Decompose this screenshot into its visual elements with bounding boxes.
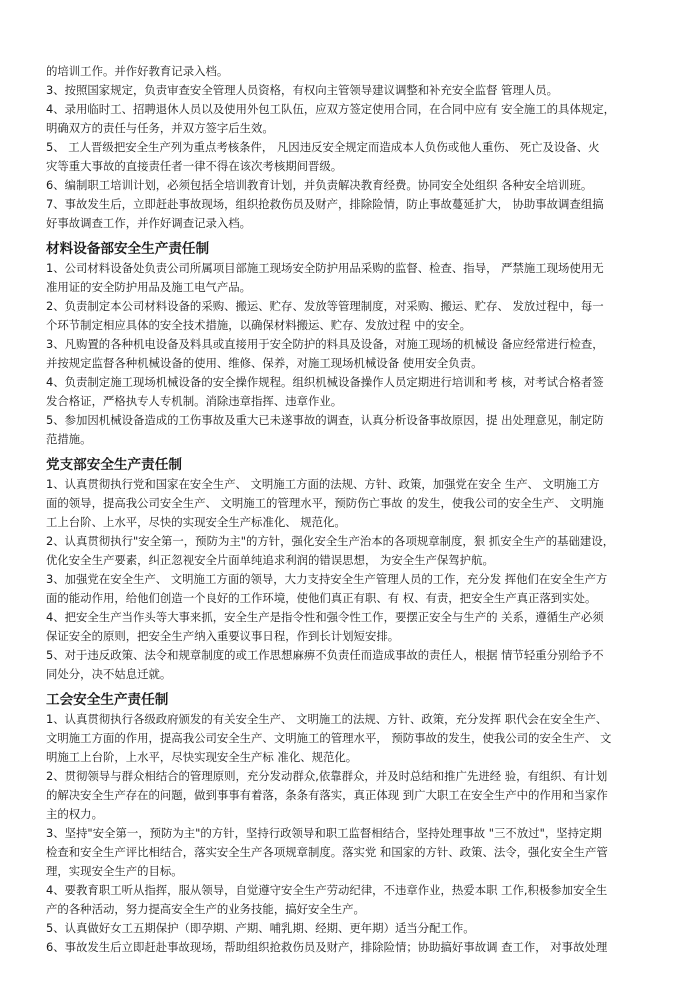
section-heading: 工会安全生产责任制 xyxy=(46,692,169,708)
text-line: 面的能动作用，给他们创造一个良好的工作环境，使他们真正有职、有 权、有责，把安全生产真正落到实处。 xyxy=(46,591,597,605)
text-line: 灾等重大事故的直接责任者一律不得在该次考核期间晋级。 xyxy=(46,159,343,173)
section-heading: 材料设备部安全生产责任制 xyxy=(46,241,210,257)
text-line: 5、参加因机械设备造成的工伤事故及重大已未遂事故的调查，认真分析设备事故原因，提 出处理意见，制定防 xyxy=(46,413,604,427)
text-line: 6、事故发生后立即赶赴事故现场，帮助组织抢救伤员及财产，排除险情；协助搞好事故调 查工作， 对事故处理 xyxy=(46,940,608,954)
text-line: 并按规定监督各种机械设备的使用、维修、保养，对施工现场机械设备 使用安全负责。 xyxy=(46,356,483,370)
text-line: 6、编制职工培训计划，必须包括全培训教育计划，并负责解决教育经费。协同安全处组织 各种安全培训班。 xyxy=(46,178,593,192)
text-line: 3、加强党在安全生产、 文明施工方面的领导，大力支持安全生产管理人员的工作，充分发 挥他们在安全生产方 xyxy=(46,572,608,586)
text-line: 主的权力。 xyxy=(46,807,103,821)
text-line: 检查和安全生产评比相结合，落实安全生产各项规章制度。落实党 和国家的方针、政策、法令，强化安全生产管 xyxy=(46,845,608,859)
section-heading: 党支部安全生产责任制 xyxy=(46,457,182,473)
text-line: 明确双方的责任与任务，并双方签字后生效。 xyxy=(46,121,274,135)
text-line: 好事故调查工作，并作好调查记录入档。 xyxy=(46,216,252,230)
text-line: 准用证的安全防护用品及施工电气产品。 xyxy=(46,280,252,294)
text-line: 3、坚持"安全第一，预防为主"的方针，坚持行政领导和职工监督相结合，坚持处理事故 "三不放过"，坚持定期 xyxy=(46,826,602,840)
text-line: 文明施工方面的作用，提高我公司安全生产、文明施工的管理水平， 预防事故的发生，使我公司的安全生产、 文 xyxy=(46,731,612,745)
text-line: 工上台阶、上水平，尽快的实现安全生产标准化、 规范化。 xyxy=(46,515,346,529)
text-line: 理，实现安全生产的目标。 xyxy=(46,864,183,878)
text-line: 面的领导，提高我公司安全生产、 文明施工的管理水平，预防伤亡事故 的发生，使我公司的安全生产、 文明施 xyxy=(46,496,604,510)
text-line: 明施工上台阶，上水平，尽快实现安全生产标 准化、规范化。 xyxy=(46,750,358,764)
text-line: 优化安全生产要素，纠正忽视安全片面单纯追求利润的错误思想， 为安全生产保驾护航。 xyxy=(46,553,494,567)
text-line: 4、要教育职工听从指挥，服从领导，自觉遵守安全生产劳动纪律，不违章作业，热爱本职 工作,积极参加安全生 xyxy=(46,883,608,897)
text-line: 4、把安全生产当作头等大事来抓，安全生产是指令性和强令性工作，要摆正安全与生产的 关系，遵循生产必须 xyxy=(46,610,604,624)
text-line: 发合格证，严格执专人专机制。消除违章指挥、违章作业。 xyxy=(46,394,343,408)
text-line: 3、凡购置的各种机电设备及料具或直接用于安全防护的料具及设备，对施工现场的机械设 备应经常进行检查， xyxy=(46,337,604,351)
text-line: 保证安全的原则，把安全生产纳入重要议事日程，作到长计划短安排。 xyxy=(46,629,400,643)
text-line: 的培训工作。并作好教育记录入档。 xyxy=(46,64,229,78)
text-line: 3、按照国家规定，负责审查安全管理人员资格，有权向主管领导建议调整和补充安全监督 管理人员。 xyxy=(46,83,559,97)
text-line: 同处分，决不姑息迁就。 xyxy=(46,667,172,681)
text-line: 产的各种活动，努力提高安全生产的业务技能，搞好安全生产。 xyxy=(46,902,365,916)
text-line: 4、负责制定施工现场机械设备的安全操作规程。组织机械设备操作人员定期进行培训和考 核，对考试合格者签 xyxy=(46,375,604,389)
text-line: 1、认真贯彻执行党和国家在安全生产、 文明施工方面的法规、方针、政策，加强党在安全 生产、 文明施工方 xyxy=(46,477,600,491)
text-line: 5、 工人晋级把安全生产列为重点考核条件， 凡因违反安全规定而造成本人负伤或他人重伤、 死亡及设备、火 xyxy=(46,140,600,154)
text-line: 5、认真做好女工五期保护（即孕期、产期、哺乳期、经期、更年期）适当分配工作。 xyxy=(46,921,475,935)
text-line: 个环节制定相应具体的安全技术措施，以确保材料搬运、贮存、发放过程 中的安全。 xyxy=(46,318,472,332)
text-line: 2、贯彻领导与群众相结合的管理原则，充分发动群众,依靠群众，并及时总结和推广先进经 验，有组织、有计划 xyxy=(46,769,608,783)
text-line: 1、认真贯彻执行各级政府颁发的有关安全生产、 文明施工的法规、方针、政策，充分发挥 职代会在安全生产、 xyxy=(46,712,608,726)
text-line: 2、负责制定本公司材料设备的采购、搬运、贮存、发放等管理制度，对采购、搬运、贮存、 发放过程中，每一 xyxy=(46,299,604,313)
text-line: 4、录用临时工、招聘退休人员以及使用外包工队伍，应双方签定使用合同，在合同中应有 安全施工的具体规定， xyxy=(46,102,616,116)
text-line: 5、对于违反政策、法令和规章制度的或工作思想麻痹不负责任而造成事故的责任人，根据 情节轻重分别给予不 xyxy=(46,648,604,662)
text-line: 的解决安全生产存在的问题，做到事事有着落，条条有落实，真正体现 到广大职工在安全生产中的作用和当家作 xyxy=(46,788,608,802)
text-line: 7、事故发生后，立即赶赴事故现场，组织抢救伤员及财产，排除险情，防止事故蔓延扩大， 协助事故调查组搞 xyxy=(46,197,604,211)
text-line: 2、认真贯彻执行"安全第一，预防为主"的方针，强化安全生产治本的各项规章制度，狠 抓安全生产的基础建设， xyxy=(46,534,615,548)
text-line: 1、公司材料设备处负责公司所属项目部施工现场安全防护用品采购的监督、检查、指导， 严禁施工现场使用无 xyxy=(46,261,604,275)
text-line: 范措施。 xyxy=(46,432,92,446)
